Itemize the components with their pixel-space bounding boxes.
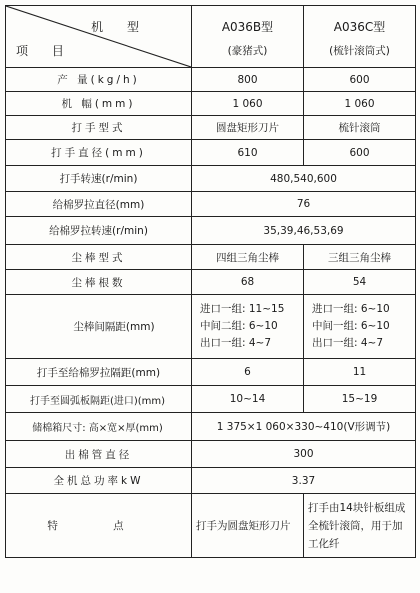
row-feed-roller-speed-label: 给棉罗拉转速(r/min) [6, 217, 192, 245]
row-features [6, 494, 416, 558]
row-total-power-label: 全机总功率kW [6, 468, 192, 494]
row-features-label: 特 点 [6, 494, 192, 558]
row-width [6, 92, 416, 116]
row-feed-roller-speed [6, 217, 416, 245]
gauge-c-line: 中间一组: 6~10 [312, 320, 390, 332]
row-storage-box [6, 413, 416, 441]
row-beater-arc-gauge-label: 打手至圆弧板隔距(进口)(mm) [6, 386, 192, 413]
row-feed-roller-diameter [6, 192, 416, 217]
header-diagonal-cell [6, 6, 192, 68]
header-model-c [304, 6, 416, 68]
row-beater-diameter-b: 610 [192, 140, 304, 166]
row-grid-bar-gauge-b [192, 295, 304, 359]
row-beater-arc-gauge [6, 386, 416, 413]
model-b-sub: (豪猪式) [227, 44, 268, 57]
header-row [6, 6, 416, 68]
row-grid-bar-count [6, 270, 416, 295]
row-grid-bar-type-label: 尘棒型式 [6, 245, 192, 270]
row-storage-box-label: 储棉箱尺寸: 高×宽×厚(mm) [6, 413, 192, 441]
row-beater-feed-gauge-c: 11 [304, 359, 416, 386]
row-outlet-diameter-label: 出棉管直径 [6, 441, 192, 468]
row-outlet-diameter [6, 441, 416, 468]
row-beater-feed-gauge-b: 6 [192, 359, 304, 386]
row-beater-type-label: 打手型式 [6, 116, 192, 140]
row-output-c: 600 [304, 68, 416, 92]
gauge-b-line: 出口一组: 4~7 [200, 337, 272, 349]
row-grid-bar-count-label: 尘棒根数 [6, 270, 192, 295]
row-grid-bar-count-b: 68 [192, 270, 304, 295]
row-feed-roller-diameter-value: 76 [192, 192, 416, 217]
row-feed-roller-speed-value: 35,39,46,53,69 [192, 217, 416, 245]
row-total-power-value: 3.37 [192, 468, 416, 494]
row-storage-box-value: 1 375×1 060×330~410(V形调节) [192, 413, 416, 441]
row-grid-bar-type [6, 245, 416, 270]
row-beater-diameter-label: 打手直径(mm) [6, 140, 192, 166]
row-feed-roller-diameter-label: 给棉罗拉直径(mm) [6, 192, 192, 217]
row-features-b: 打手为圆盘矩形刀片 [192, 494, 304, 558]
row-beater-feed-gauge-label: 打手至给棉罗拉隔距(mm) [6, 359, 192, 386]
row-output-label: 产 量(kg/h) [6, 68, 192, 92]
row-beater-type [6, 116, 416, 140]
row-beater-diameter-c: 600 [304, 140, 416, 166]
row-grid-bar-count-c: 54 [304, 270, 416, 295]
row-beater-arc-gauge-b: 10~14 [192, 386, 304, 413]
model-c-sub: (梳针滚筒式) [329, 44, 390, 57]
header-model-b [192, 6, 304, 68]
row-beater-feed-gauge [6, 359, 416, 386]
row-beater-type-b: 圆盘矩形刀片 [192, 116, 304, 140]
row-grid-bar-gauge-c [304, 295, 416, 359]
model-c-name: A036C型 [333, 19, 386, 34]
gauge-b-line: 进口一组: 11~15 [200, 303, 285, 315]
row-output [6, 68, 416, 92]
row-width-label: 机 幅(mm) [6, 92, 192, 116]
row-output-b: 800 [192, 68, 304, 92]
row-outlet-diameter-value: 300 [192, 441, 416, 468]
row-width-c: 1 060 [304, 92, 416, 116]
row-grid-bar-gauge [6, 295, 416, 359]
spec-table [5, 5, 416, 558]
row-features-c: 打手由14块针板组成全梳针滚筒，用于加工化纤 [304, 494, 416, 558]
row-beater-type-c: 梳针滚筒 [304, 116, 416, 140]
row-grid-bar-type-c: 三组三角尘棒 [304, 245, 416, 270]
header-machine-type-label: 机 型 [91, 20, 149, 34]
row-beater-diameter [6, 140, 416, 166]
row-beater-speed-label: 打手转速(r/min) [6, 166, 192, 192]
row-width-b: 1 060 [192, 92, 304, 116]
row-grid-bar-type-b: 四组三角尘棒 [192, 245, 304, 270]
gauge-c-line: 进口一组: 6~10 [312, 303, 390, 315]
row-beater-arc-gauge-c: 15~19 [304, 386, 416, 413]
gauge-b-line: 中间二组: 6~10 [200, 320, 278, 332]
gauge-c-line: 出口一组: 4~7 [312, 337, 384, 349]
model-b-name: A036B型 [221, 19, 274, 34]
header-item-label: 项 目 [16, 44, 74, 58]
row-grid-bar-gauge-label: 尘棒间隔距(mm) [6, 295, 192, 359]
row-beater-speed-value: 480,540,600 [192, 166, 416, 192]
row-total-power [6, 468, 416, 494]
row-beater-speed [6, 166, 416, 192]
